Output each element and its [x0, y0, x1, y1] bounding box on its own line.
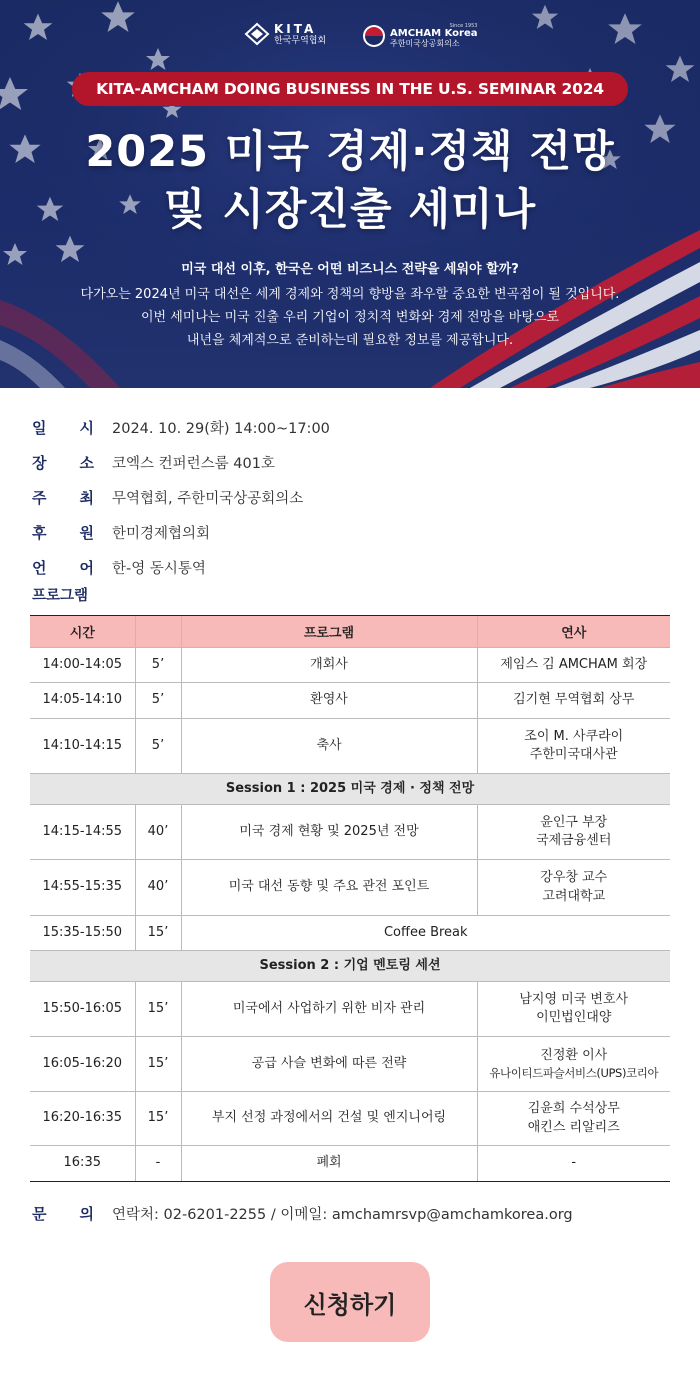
kita-logo [244, 22, 326, 46]
session-row: Session 2 : 기업 멘토링 세션 [30, 951, 670, 982]
table-row: 15:50-16:05 15’ 미국에서 사업하기 위한 비자 관리 남지영 미국 변호사 이민법인대양 [30, 982, 670, 1037]
page-title-line1: 2025 미국 경제·정책 전망 [85, 127, 615, 177]
program-heading: 프로그램 [32, 588, 89, 604]
col-duration [135, 616, 181, 648]
page-title-line2: 및 시장진출 세미나 [163, 185, 537, 235]
info-venue: 장 소 코엑스 컨퍼런스룸 401호 [32, 454, 275, 472]
intro-text-line1: 다가오는 2024년 미국 대선은 세계 경제와 정책의 향방을 좌우할 중요한 변곡점이 될 것입니다. [80, 287, 620, 302]
table-row: 16:35 - 폐회 - [30, 1146, 670, 1182]
apply-button[interactable]: 신청하기 [270, 1262, 430, 1342]
logo-bar [0, 22, 700, 54]
info-language: 언 어 한-영 동시통역 [32, 559, 206, 577]
info-sponsor-value: 한미경제협의회 [112, 526, 211, 542]
col-time: 시간 [30, 616, 135, 648]
amcham-logo-icon [362, 24, 386, 48]
kita-logo-ko: 한국무역협회 [274, 35, 327, 46]
info-host-value: 무역협회, 주한미국상공회의소 [112, 491, 304, 507]
table-row: 14:00-14:05 5’ 개회사 제임스 김 AMCHAM 회장 [30, 648, 670, 683]
info-language-value: 한-영 동시통역 [112, 561, 206, 577]
program-table [30, 615, 670, 1182]
amcham-logo-since: Since 1953 [449, 23, 478, 29]
contact-value[interactable]: 연락처: 02-6201-2255 / 이메일: amchamrsvp@amchamkorea.org [112, 1206, 573, 1223]
col-speaker: 연사 [477, 616, 670, 648]
kita-logo-icon [244, 22, 270, 46]
event-info [32, 410, 672, 585]
info-sponsor: 후 원 한미경제협의회 [32, 524, 211, 542]
table-row: 15:35-15:50 15’ Coffee Break [30, 916, 670, 951]
session-row: Session 1 : 2025 미국 경제 · 정책 전망 [30, 774, 670, 805]
intro-text-line3: 내년을 체계적으로 준비하는데 필요한 정보를 제공합니다. [186, 333, 514, 348]
intro-question: 미국 대선 이후, 한국은 어떤 비즈니스 전략을 세워야 할까? [181, 262, 519, 277]
hero-banner [0, 0, 700, 388]
info-date-value: 2024. 10. 29(화) 14:00~17:00 [112, 421, 330, 437]
kita-logo-en: KITA [274, 21, 317, 36]
amcham-logo-ko: 주한미국상공회의소 [390, 39, 460, 48]
table-row: 16:05-16:20 15’ 공급 사슬 변화에 따른 전략 진정환 이사 유나이티드파슬서비스(UPS)코리아 [30, 1037, 670, 1092]
info-date: 일 시 2024. 10. 29(화) 14:00~17:00 [32, 419, 330, 437]
coffee-break: Coffee Break [181, 916, 670, 951]
table-row: 16:20-16:35 15’ 부지 선정 과정에서의 건설 및 엔지니어링 김윤희 수석상무 애킨스 리알리즈 [30, 1092, 670, 1146]
info-host: 주 최 무역협회, 주한미국상공회의소 [32, 489, 304, 507]
col-program: 프로그램 [181, 616, 477, 648]
intro-text-line2: 이번 세미나는 미국 진출 우리 기업이 정치적 변화와 경제 전망을 바탕으로 [140, 310, 560, 325]
info-venue-value: 코엑스 컨퍼런스룸 401호 [112, 456, 275, 472]
table-row: 14:15-14:55 40’ 미국 경제 현황 및 2025년 전망 윤인구 부장 국제금융센터 [30, 805, 670, 860]
table-row: 14:05-14:10 5’ 환영사 김기현 무역협회 상무 [30, 683, 670, 719]
amcham-logo [362, 24, 477, 48]
contact-info: 문 의 연락처: 02-6201-2255 / 이메일: amchamrsvp@amchamkorea.org [32, 1204, 573, 1223]
table-header [30, 616, 670, 648]
seminar-banner: KITA-AMCHAM DOING BUSINESS IN THE U.S. SEMINAR 2024 [72, 72, 628, 106]
table-row: 14:55-15:35 40’ 미국 대선 동향 및 주요 관전 포인트 강우창 교수 고려대학교 [30, 860, 670, 916]
table-row: 14:10-14:15 5’ 축사 조이 M. 사쿠라이 주한미국대사관 [30, 719, 670, 774]
amcham-logo-en: AMCHAM Korea [390, 28, 478, 39]
